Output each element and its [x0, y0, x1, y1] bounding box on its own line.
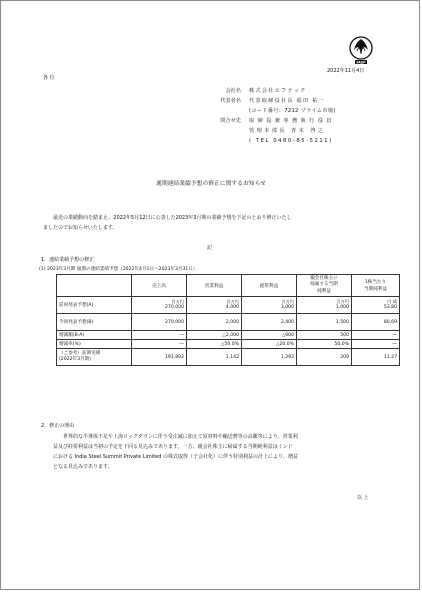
- section2-line-4: となる見込みであります。: [53, 464, 113, 470]
- table-cell: 500: [297, 331, 352, 340]
- table-cell: △20.0%: [242, 340, 297, 349]
- table-row: [57, 331, 400, 340]
- table-cell: 11.27: [352, 349, 400, 366]
- ki-marker: 記: [207, 245, 213, 251]
- section1-heading: 1．連結業績予想の修正: [41, 257, 95, 263]
- company-name-row: 会社名 株式会社エフテック: [225, 88, 307, 94]
- table-row: [57, 297, 400, 314]
- row-label: 増減率(%): [57, 340, 132, 349]
- document-date: 2022年11月4日: [327, 68, 365, 74]
- table-row: [57, 314, 400, 331]
- representative-row: 代表者名 代表取締役社長 福田 祐一: [220, 98, 325, 104]
- table-cell: ―: [352, 340, 400, 349]
- table-cell: 百万円 270,000: [132, 297, 187, 314]
- table-cell: 50.0%: [297, 340, 352, 349]
- section2-heading: 2．修正の理由: [41, 423, 75, 429]
- table-row: [57, 340, 400, 349]
- addressee: 各 位: [43, 75, 55, 81]
- table-header-cell: 売上高: [132, 275, 187, 297]
- table-cell: 百万円 4,000: [187, 297, 242, 314]
- table-cell: △600: [242, 331, 297, 340]
- table-header-cell: 親会社株主に 帰属する当期 純利益: [297, 275, 352, 297]
- fasp-logo-icon: [348, 36, 374, 66]
- table-cell: 209: [297, 349, 352, 366]
- table-cell: ―: [132, 331, 187, 340]
- table-cell: 百万円 1,000: [297, 297, 352, 314]
- document-title: 通期連結業績予想の修正に関するお知らせ: [156, 181, 266, 187]
- table-cell: 270,000: [132, 314, 187, 331]
- row-label: 今回発表予想(B): [57, 314, 132, 331]
- section2-line-3: における India Steel Summit Private Limited の株式取得（子会社化）に伴う特別利益の計上により、増益: [53, 454, 298, 460]
- table-cell: 百万円 3,000: [242, 297, 297, 314]
- intro-line-1: 最近の業績動向を踏まえ、2022年5月12日に公表した2023年3月期の業績予想を下記のとおり修正いたし: [53, 215, 292, 221]
- table-cell: 円 銭 53.80: [352, 297, 400, 314]
- table-header-cell: 営業利益: [187, 275, 242, 297]
- contact-person-row: 管理本部長 青木 啓之: [249, 128, 326, 134]
- closing-mark: 以 上: [357, 495, 369, 501]
- table-cell: △2,000: [187, 331, 242, 340]
- svg-text:FASP: FASP: [356, 60, 366, 65]
- telephone-row: ( TEL 0480-85-5211): [249, 138, 333, 144]
- table-header-cell: 経常利益: [242, 275, 297, 297]
- row-label: 増減額(B-A): [57, 331, 132, 340]
- table-cell: ―: [352, 331, 400, 340]
- table-cell: 1,142: [187, 349, 242, 366]
- table-cell: ―: [132, 340, 187, 349]
- table-row: [57, 349, 400, 366]
- table-header-cell: [57, 275, 132, 297]
- table-cell: 1,292: [242, 349, 297, 366]
- section1-subheading: (1) 2023年3月期 通期の連結業績予想（2022年4月1日～2023年3月31日）: [39, 267, 198, 272]
- forecast-table: [56, 274, 400, 366]
- table-cell: 80.69: [352, 314, 400, 331]
- table-cell: 191,892: [132, 349, 187, 366]
- section2-line-1: 世界的な半導体不足や上海ロックダウンに伴う受注減に加えて原材料や輸送費等の高騰等により、営業利: [63, 434, 298, 440]
- code-row: (コード番号：7212 プライム市場): [249, 108, 336, 114]
- row-label: （ご参考）前期実績 (2022年3月期): [57, 349, 132, 366]
- row-label: 前回発表予想(A): [57, 297, 132, 314]
- section2-line-2: 益及び経常利益は当初の予定を下回る見込みであります。一方、親会社株主に帰属する当期純利益はインド: [53, 444, 293, 450]
- table-cell: 2,000: [187, 314, 242, 331]
- table-cell: 2,400: [242, 314, 297, 331]
- table-header-row: [57, 275, 400, 297]
- intro-line-2: ましたのでお知らせいたします。: [43, 225, 118, 231]
- table-header-cell: 1株当たり 当期純利益: [352, 275, 400, 297]
- table-cell: 1,500: [297, 314, 352, 331]
- table-cell: △50.0%: [187, 340, 242, 349]
- contact-row: 問合せ先 取締役兼専務執行役員: [220, 118, 335, 124]
